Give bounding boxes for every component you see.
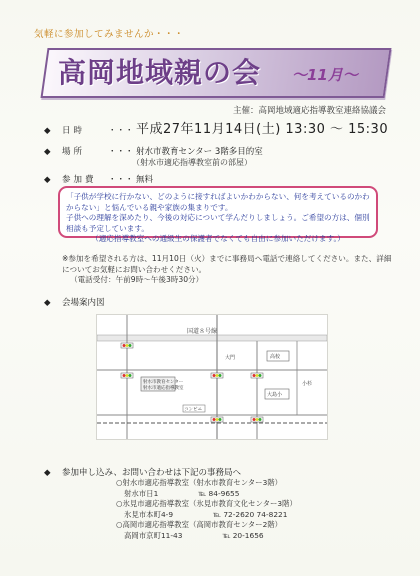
contact-address: 射水市日1	[124, 488, 159, 498]
traffic-light-icon	[121, 373, 133, 378]
date-value: 平成27年11月14日(土) 13:30 〜 15:30	[136, 122, 389, 137]
map-graphic	[97, 315, 327, 439]
place-row	[44, 145, 263, 157]
notice-line: 子供への理解を深めたり、今後の対応について学んだりしましょう。ご希望の方は、個別相談も予定しています。	[66, 213, 370, 233]
contact-list	[116, 478, 386, 542]
fee-label: 参加費	[62, 175, 97, 185]
bullet-icon: ◆	[44, 175, 51, 185]
place-value: 射水市教育センター 3階多目的室	[136, 147, 263, 157]
contact-item	[116, 520, 386, 541]
traffic-light-icon	[211, 373, 223, 378]
contact-address-line	[116, 510, 386, 521]
map-place-label: 射水市教育センター	[143, 380, 184, 385]
map-place-label: 大島小	[267, 392, 283, 398]
contact-address-line	[116, 531, 386, 542]
contact-name: ○高岡市適応指導教室（高岡市教育センター2階）	[116, 520, 283, 530]
traffic-light-icon	[251, 373, 263, 378]
map-place-label: 小杉	[302, 381, 313, 387]
dots: ・・・	[108, 175, 134, 185]
highway-road	[97, 335, 327, 341]
venue-map	[96, 314, 328, 440]
apply-note-hours: （電話受付：午前9時〜午後3時30分）	[70, 275, 204, 284]
map-place-label: 射水市適応指導教室	[143, 386, 184, 391]
tagline: 気軽に参加してみませんか・・・	[34, 29, 185, 40]
contact-row	[44, 466, 241, 478]
organizer: 主催：高岡地域適応指導教室連絡協議会	[232, 106, 386, 116]
notice-line: （適応指導教室への通級生の保護者でなくても自由に参加いただけます。）	[91, 234, 345, 243]
dots: ・・・	[108, 126, 134, 136]
place-sub: （射水市適応指導教室前の部屋）	[132, 158, 252, 167]
contact-tel: ℡ 84-9655	[198, 488, 240, 498]
title-month: 〜11月〜	[292, 66, 358, 84]
apply-note-line: ※参加を希望される方は、11月10日（火）までに事務局へ電話で連絡してください。また、詳細についてお気軽にお問い合わせください。	[62, 254, 392, 274]
contact-address: 高岡市京町11-43	[124, 530, 183, 540]
contact-name: ○射水市適応指導教室（射水市教育センター3階）	[116, 478, 283, 487]
bullet-icon: ◆	[44, 298, 51, 308]
highway-label: 国道８号線	[187, 328, 218, 335]
traffic-light-icon	[211, 417, 223, 422]
bullet-icon: ◆	[44, 468, 51, 478]
traffic-light-icon	[121, 343, 133, 348]
apply-note	[62, 254, 392, 286]
contact-address: 氷見市本町4-9	[124, 509, 174, 519]
map-place-label: 大門	[225, 355, 236, 361]
map-row	[44, 296, 105, 308]
traffic-light-icon	[251, 417, 263, 422]
contact-item	[116, 499, 386, 520]
bullet-icon: ◆	[44, 147, 51, 157]
contact-tel: ℡ 20-1656	[222, 530, 264, 540]
page-title: 高岡地域親の会	[58, 56, 262, 89]
contact-tel: ℡ 72-2620 74-8221	[213, 509, 288, 519]
map-place-label: 高校	[270, 354, 281, 360]
map-place-label: コンビニ	[184, 407, 202, 413]
place-label: 場所	[62, 147, 86, 157]
contact-address-line	[116, 489, 386, 500]
bullet-icon: ◆	[44, 126, 51, 136]
contact-heading: 参加申し込み、お問い合わせは下記の事務局へ	[62, 468, 242, 478]
map-label: 会場案内図	[62, 298, 105, 308]
contact-item	[116, 478, 386, 499]
dots: ・・・	[108, 147, 134, 157]
contact-name: ○氷見市適応指導教室（氷見市教育文化センター3階）	[116, 499, 297, 509]
fee-value: 無料	[136, 175, 154, 185]
date-row	[44, 118, 388, 137]
date-label: 日時	[62, 126, 86, 136]
notice-line: 「子供が学校に行かない、どのように接すればよいかわからない、何を考えているのかわからない」と悩んでいる親や家族の集まりです。	[66, 192, 370, 212]
notice-box	[58, 186, 378, 243]
fee-row	[44, 173, 153, 185]
